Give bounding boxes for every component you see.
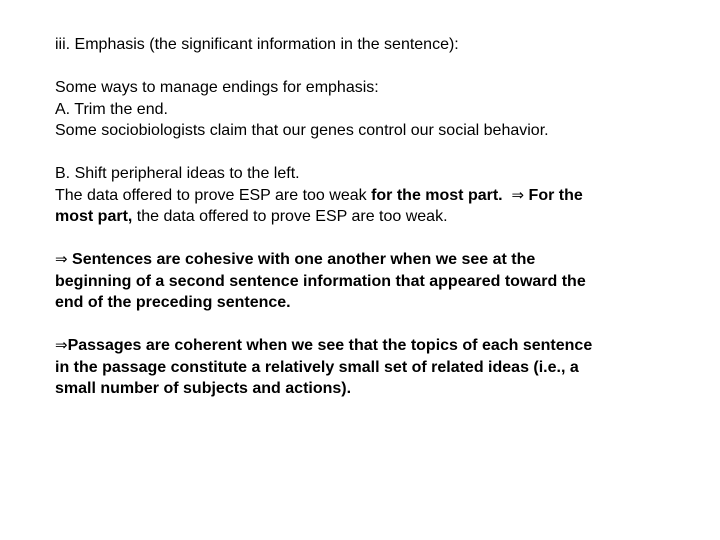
- spacer: [55, 314, 695, 336]
- point-b-example-line1: [55, 185, 695, 207]
- coherence-line3: small number of subjects and actions).: [55, 380, 352, 397]
- point-a-label: A. Trim the end.: [55, 100, 168, 118]
- point-b-before-start: The data offered to prove ESP are too weak: [55, 186, 372, 204]
- cohesion-line1: [55, 249, 695, 271]
- implies-arrow-icon: ⇒: [55, 250, 68, 268]
- coherence-line1: [55, 335, 695, 357]
- endings-intro: Some ways to manage endings for emphasis:: [55, 79, 379, 96]
- implies-arrow-icon: ⇒: [511, 185, 525, 204]
- point-b-example-line2: [55, 206, 695, 228]
- cohesion-line2: beginning of a second sentence information that appeared toward the: [55, 272, 586, 290]
- spacer: [55, 142, 695, 164]
- point-b-label: B. Shift peripheral ideas to the left.: [55, 165, 300, 182]
- point-b-after-rest: the data offered to prove ESP are too weak.: [132, 208, 448, 225]
- section-heading: iii. Emphasis (the significant information in the sentence):: [55, 36, 459, 53]
- point-b-after-emphasis-1: For the: [528, 186, 583, 204]
- spacer: [55, 228, 695, 250]
- cohesion-text-1: Sentences are cohesive with one another when we see at the: [72, 251, 536, 268]
- coherence-line2: in the passage constitute a relatively small set of related ideas (i.e., a: [55, 358, 579, 376]
- point-a-example: Some sociobiologists claim that our genes control our social behavior.: [55, 122, 549, 139]
- cohesion-line3: end of the preceding sentence.: [55, 294, 291, 311]
- implies-arrow-icon: ⇒: [55, 336, 68, 354]
- point-b-before-emphasis: for the most part.: [371, 186, 503, 204]
- spacer: [55, 56, 695, 78]
- slide-content: [55, 34, 695, 400]
- point-b-after-emphasis-2: most part,: [55, 208, 133, 225]
- coherence-text-1: Passages are coherent when we see that the topics of each sentence: [67, 337, 593, 354]
